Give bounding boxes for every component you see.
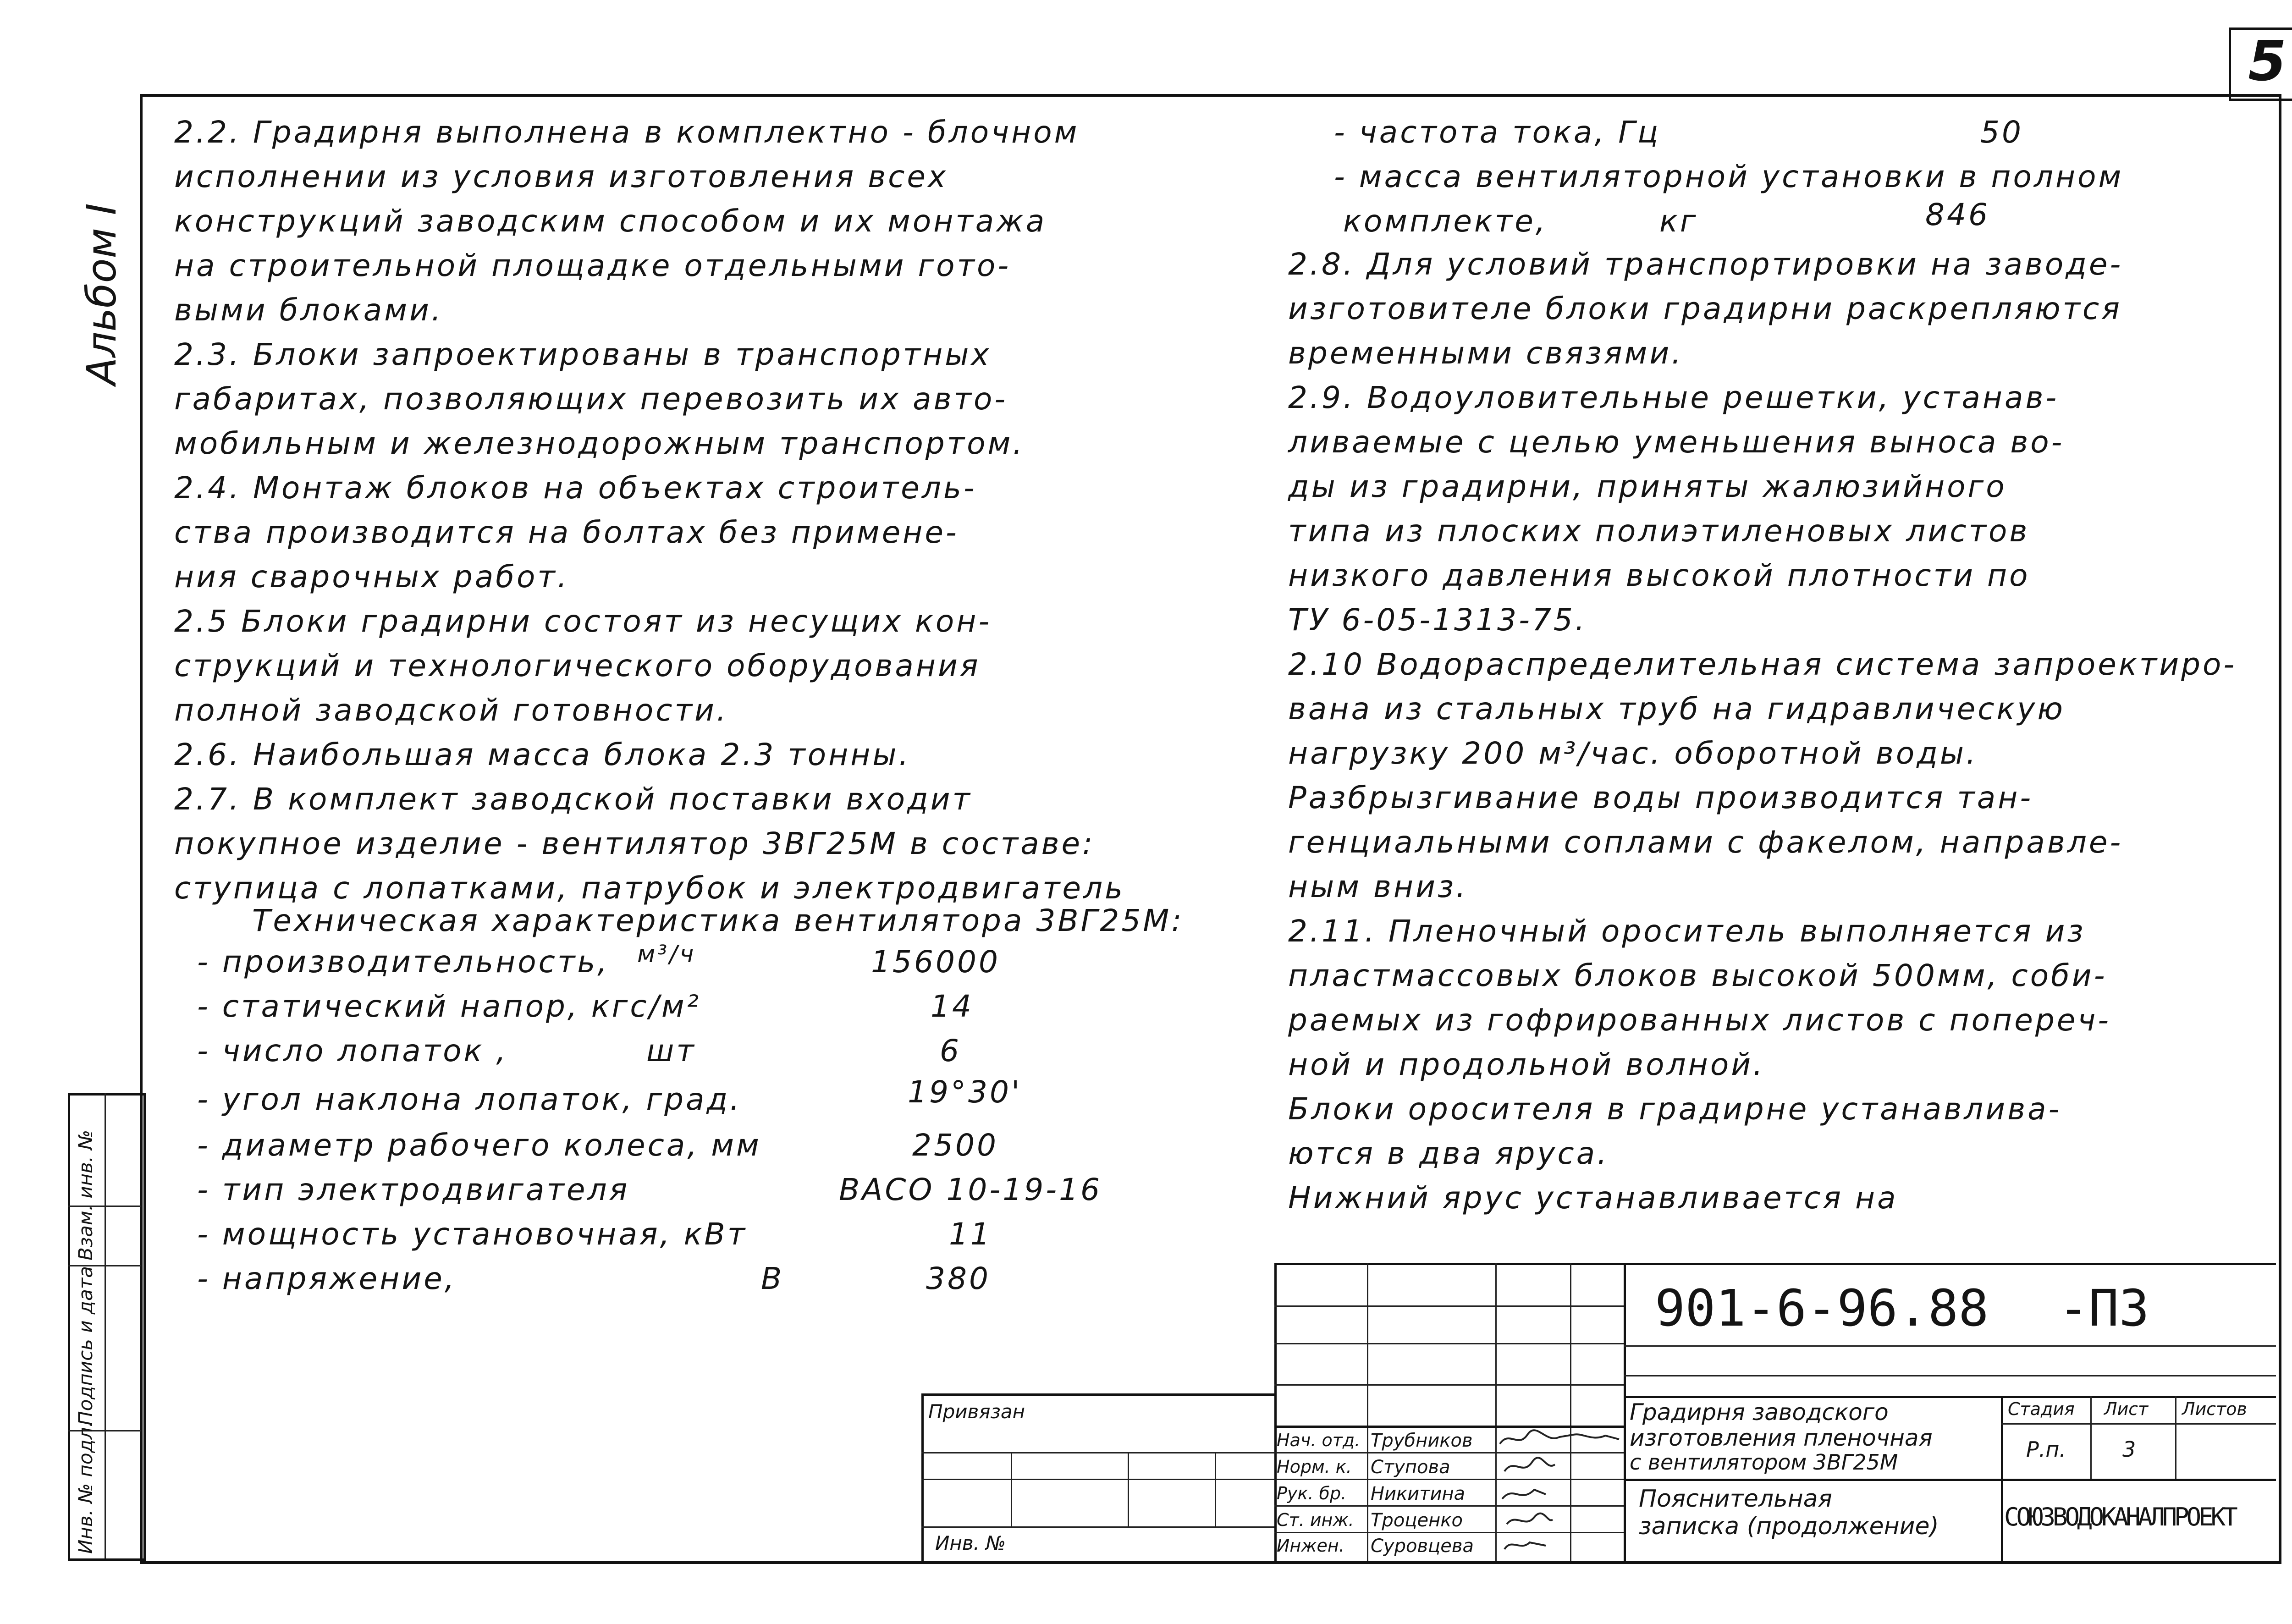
title-block-line — [1274, 1305, 1624, 1307]
spec-value: 380 — [926, 1261, 991, 1296]
text-line: 2.5 Блоки градирни состоят из несущих кон- — [174, 604, 992, 639]
spec-unit: м³/ч — [637, 941, 696, 968]
sheets-header: Листов — [2182, 1399, 2247, 1419]
text-line: на строительной площадке отдельными гото- — [174, 248, 1011, 283]
title-block-line — [1367, 1263, 1368, 1561]
signature-mark — [1502, 1490, 1546, 1499]
text-line: ды из градирни, приняты жалюзийного — [1288, 469, 2007, 504]
title-block-line — [1128, 1452, 1129, 1526]
spec-title: Техническая характеристика вентилятора 3ВГ25М: — [252, 903, 1184, 938]
spec-label: - диаметр рабочего колеса, мм — [197, 1128, 761, 1163]
spec-unit: шт — [646, 1033, 696, 1068]
text-line: ются в два яруса. — [1288, 1136, 1609, 1171]
title-block-line — [2090, 1396, 2092, 1479]
text-line: вана из стальных труб на гидравлическую — [1288, 691, 2065, 727]
inv-no-label: Инв. № — [935, 1532, 1006, 1554]
title-block-line — [2175, 1396, 2176, 1479]
spec-label: - напряжение, — [197, 1261, 457, 1296]
title-block-line — [1624, 1375, 2276, 1376]
text-line: выми блоками. — [174, 292, 443, 328]
signature-mark — [1504, 1458, 1555, 1471]
sheet-title-line: Пояснительная — [1639, 1485, 1832, 1513]
role-cell: Инжен. — [1277, 1536, 1344, 1556]
text-line: 2.4. Монтаж блоков на объектах строитель- — [174, 470, 977, 506]
title-block-line — [1011, 1452, 1012, 1526]
spec-label: - угол наклона лопаток, град. — [197, 1082, 742, 1117]
object-title-line: Градирня заводского — [1630, 1399, 1889, 1426]
text-line: 2.11. Пленочный ороситель выполняется из — [1288, 914, 2086, 949]
title-block-line — [921, 1452, 1274, 1453]
signature-scribbles — [1495, 1426, 1624, 1558]
text-line: пластмассовых блоков высокой 500мм, соби- — [1288, 958, 2107, 993]
spec-value: 2500 — [912, 1128, 998, 1163]
title-block-line — [1624, 1263, 1626, 1561]
text-line: раемых из гофрированных листов с попереч- — [1288, 1002, 2111, 1038]
side-stamp-replace-label: Взам. инв. № — [74, 1129, 97, 1261]
mass-row-2: комплекте, — [1343, 204, 1548, 239]
title-block-line — [921, 1479, 1274, 1480]
text-line: 2.7. В комплект заводской поставки входит — [174, 782, 972, 817]
spec-value: ВАСО 10-19-16 — [839, 1172, 1102, 1207]
text-line: 2.2. Градирня выполнена в комплектно - блочном — [174, 115, 1080, 150]
text-line: Нижний ярус устанавливается на — [1288, 1180, 1898, 1216]
text-line: исполнении из условия изготовления всех — [174, 159, 948, 194]
title-block-line — [1274, 1384, 1624, 1386]
sheet-value: 3 — [2122, 1437, 2136, 1462]
text-line: мобильным и железнодорожным транспортом. — [174, 426, 1025, 461]
spec-value: 156000 — [871, 944, 1000, 980]
spec-unit: В — [761, 1261, 784, 1296]
role-cell: Ст. инж. — [1277, 1510, 1354, 1530]
title-block-line — [1624, 1396, 2276, 1398]
title-block-line — [2001, 1423, 2276, 1425]
title-block-line — [921, 1526, 1274, 1528]
text-line: временными связями. — [1288, 336, 1684, 371]
text-line: габаритах, позволяющих перевозить их авто- — [174, 381, 1008, 417]
title-block-line — [2001, 1396, 2003, 1561]
object-title-line: изготовления пленочная — [1630, 1425, 1933, 1451]
doc-code: 901-6-96.88 — [1655, 1279, 1989, 1338]
title-block-line — [1215, 1452, 1216, 1526]
text-line: конструкций заводским способом и их монтажа — [174, 204, 1047, 239]
text-line: изготовителе блоки градирни раскрепляются — [1288, 291, 2122, 326]
role-cell: Норм. к. — [1277, 1457, 1352, 1477]
spec-value: 14 — [931, 989, 974, 1024]
organization: СОЮЗВОДОКАНАЛПРОЕКТ — [2004, 1503, 2235, 1531]
stage-header: Стадия — [2008, 1399, 2075, 1419]
left-text-column — [174, 110, 1125, 910]
title-block-line — [1624, 1479, 2276, 1481]
text-line: типа из плоских полиэтиленовых листов — [1288, 513, 2030, 549]
text-line: ной и продольной волной. — [1288, 1047, 1765, 1082]
text-line: ступица с лопатками, патрубок и электродвигатель — [174, 870, 1125, 906]
text-line: ства производится на болтах без примене- — [174, 515, 959, 550]
side-stamp-sign-label: Подпись и дата — [74, 1266, 97, 1426]
privyazan-label: Привязан — [928, 1400, 1025, 1423]
stage-value: Р.п. — [2026, 1437, 2066, 1462]
name-cell: Троценко — [1371, 1510, 1463, 1531]
text-line: низкого давления высокой плотности по — [1288, 558, 2030, 593]
text-line: ТУ 6-05-1313-75. — [1288, 602, 1587, 638]
name-cell: Трубников — [1371, 1430, 1473, 1451]
name-cell: Ступова — [1371, 1457, 1450, 1478]
role-cell: Рук. бр. — [1277, 1483, 1347, 1503]
sheet-title-line: записка (продолжение) — [1639, 1513, 1939, 1540]
text-line: ливаемые с целью уменьшения выноса во- — [1288, 424, 2065, 460]
signature-mark — [1507, 1514, 1553, 1524]
album-label: Альбом I — [78, 203, 125, 385]
title-block-top-line — [1274, 1263, 2276, 1265]
sheet-header: Лист — [2104, 1399, 2149, 1419]
text-line: Блоки оросителя в градирне устанавлива- — [1288, 1091, 2062, 1127]
spec-value: 19°30' — [908, 1074, 1022, 1110]
spec-label: - производительность, — [197, 944, 610, 980]
mass-unit: кг — [1659, 204, 1698, 239]
title-block-line — [1624, 1345, 2276, 1347]
text-line: покупное изделие - вентилятор 3ВГ25М в составе: — [174, 826, 1095, 861]
mass-row: - масса вентиляторной установки в полном — [1334, 159, 2124, 194]
text-line: полной заводской готовности. — [174, 693, 728, 728]
title-block-line — [921, 1393, 924, 1561]
text-line: ния сварочных работ. — [174, 559, 569, 595]
right-text-column — [1288, 242, 2237, 1220]
page-number: 5 — [2248, 30, 2286, 94]
side-stamp-divider — [105, 1093, 106, 1558]
spec-label: - число лопаток , — [197, 1033, 508, 1068]
spec-value: 6 — [940, 1033, 961, 1068]
mass-value: 846 — [1925, 197, 1990, 232]
signature-mark — [1504, 1542, 1546, 1549]
text-line: струкций и технологического оборудования — [174, 648, 981, 683]
text-line: нагрузку 200 м³/час. оборотной воды. — [1288, 736, 1978, 771]
freq-value: 50 — [1980, 115, 2023, 150]
name-cell: Никитина — [1371, 1483, 1466, 1504]
object-title-line: с вентилятором 3ВГ25М — [1630, 1450, 1898, 1475]
text-line: 2.9. Водоуловительные решетки, устанав- — [1288, 380, 2059, 415]
freq-row — [1334, 110, 1660, 154]
text-line: 2.3. Блоки запроектированы в транспортных — [174, 337, 992, 372]
side-stamp-inv-label: Инв. № подл. — [74, 1421, 97, 1554]
text-line: генциальными соплами с факелом, направле- — [1288, 825, 2123, 860]
spec-label: - мощность установочная, кВт — [197, 1217, 748, 1252]
role-cell: Нач. отд. — [1277, 1430, 1361, 1450]
spec-label: - статический напор, кгс/м² — [197, 989, 701, 1024]
spec-value: 11 — [949, 1217, 992, 1252]
title-block-line — [921, 1393, 1274, 1396]
text-line: 2.10 Водораспределительная система запроектиро- — [1288, 647, 2237, 682]
doc-suffix: -ПЗ — [2058, 1279, 2149, 1338]
freq-label: - частота тока, Гц — [1334, 115, 1661, 150]
text-line: ным вниз. — [1288, 869, 1468, 904]
text-line: 2.6. Наибольшая масса блока 2.3 тонны. — [174, 737, 911, 772]
name-cell: Суровцева — [1371, 1536, 1474, 1557]
text-line: 2.8. Для условий транспортировки на заводе- — [1288, 247, 2123, 282]
title-block-line — [1274, 1343, 1624, 1344]
text-line: Разбрызгивание воды производится тан- — [1288, 780, 2033, 815]
spec-label: - тип электродвигателя — [197, 1172, 630, 1207]
signature-mark — [1500, 1430, 1619, 1444]
